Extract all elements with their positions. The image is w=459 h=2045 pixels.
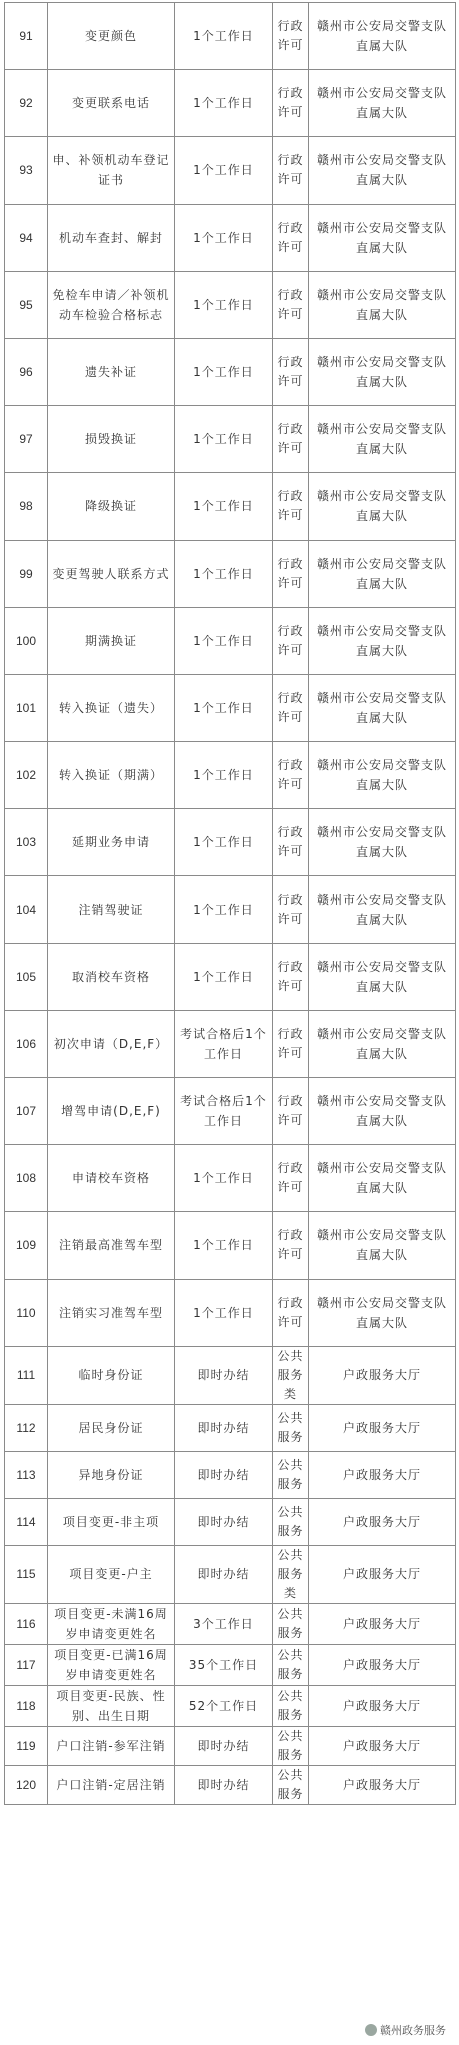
- row-item-name: 项目变更-民族、性别、出生日期: [48, 1685, 175, 1726]
- row-item-name: 遗失补证: [48, 338, 175, 405]
- row-time-limit: 1个工作日: [175, 876, 273, 943]
- row-office: 赣州市公安局交警支队直属大队: [309, 540, 456, 607]
- row-office: 赣州市公安局交警支队直属大队: [309, 1010, 456, 1077]
- row-office: 赣州市公安局交警支队直属大队: [309, 3, 456, 70]
- table-row: [5, 137, 456, 204]
- row-time-limit: 1个工作日: [175, 271, 273, 338]
- row-number: 105: [5, 943, 48, 1010]
- table-row: [5, 742, 456, 809]
- row-item-name: 延期业务申请: [48, 809, 175, 876]
- row-item-name: 机动车查封、解封: [48, 204, 175, 271]
- table-row: [5, 1603, 456, 1644]
- row-time-limit: 1个工作日: [175, 674, 273, 741]
- row-time-limit: 即时办结: [175, 1498, 273, 1545]
- row-item-name: 增驾申请(D,E,F): [48, 1078, 175, 1145]
- row-number: 107: [5, 1078, 48, 1145]
- row-office: 户政服务大厅: [309, 1346, 456, 1404]
- row-item-type: 公共服务类: [273, 1545, 309, 1603]
- wechat-watermark: [362, 2021, 449, 2039]
- row-time-limit: 1个工作日: [175, 1279, 273, 1346]
- row-office: 户政服务大厅: [309, 1685, 456, 1726]
- table-row: [5, 809, 456, 876]
- row-office: 户政服务大厅: [309, 1765, 456, 1804]
- row-office: 赣州市公安局交警支队直属大队: [309, 473, 456, 540]
- row-item-type: 行政许可: [273, 809, 309, 876]
- row-number: 113: [5, 1451, 48, 1498]
- row-item-name: 注销驾驶证: [48, 876, 175, 943]
- row-item-type: 公共服务: [273, 1685, 309, 1726]
- table-row: [5, 943, 456, 1010]
- watermark-text: 赣州政务服务: [380, 2024, 446, 2037]
- row-item-name: 异地身份证: [48, 1451, 175, 1498]
- row-office: 赣州市公安局交警支队直属大队: [309, 876, 456, 943]
- row-office: 赣州市公安局交警支队直属大队: [309, 406, 456, 473]
- row-number: 97: [5, 406, 48, 473]
- row-time-limit: 3个工作日: [175, 1603, 273, 1644]
- row-time-limit: 即时办结: [175, 1726, 273, 1765]
- table-row: [5, 1078, 456, 1145]
- row-time-limit: 1个工作日: [175, 204, 273, 271]
- row-item-name: 注销最高准驾车型: [48, 1212, 175, 1279]
- row-office: 户政服务大厅: [309, 1404, 456, 1451]
- row-item-type: 行政许可: [273, 674, 309, 741]
- table-row: [5, 1726, 456, 1765]
- row-time-limit: 1个工作日: [175, 943, 273, 1010]
- table-row: [5, 876, 456, 943]
- row-number: 111: [5, 1346, 48, 1404]
- row-item-name: 取消校车资格: [48, 943, 175, 1010]
- row-item-name: 免检车申请／补领机动车检验合格标志: [48, 271, 175, 338]
- table-row: [5, 607, 456, 674]
- row-office: 赣州市公安局交警支队直属大队: [309, 1078, 456, 1145]
- row-item-type: 行政许可: [273, 742, 309, 809]
- table-row: [5, 1451, 456, 1498]
- row-number: 100: [5, 607, 48, 674]
- row-item-type: 行政许可: [273, 473, 309, 540]
- row-number: 112: [5, 1404, 48, 1451]
- row-office: 赣州市公安局交警支队直属大队: [309, 674, 456, 741]
- row-number: 115: [5, 1545, 48, 1603]
- row-office: 赣州市公安局交警支队直属大队: [309, 1279, 456, 1346]
- table-row: [5, 70, 456, 137]
- row-number: 95: [5, 271, 48, 338]
- row-item-name: 损毁换证: [48, 406, 175, 473]
- row-office: 户政服务大厅: [309, 1644, 456, 1685]
- row-item-name: 初次申请（D,E,F）: [48, 1010, 175, 1077]
- row-number: 108: [5, 1145, 48, 1212]
- row-time-limit: 1个工作日: [175, 540, 273, 607]
- row-time-limit: 1个工作日: [175, 1145, 273, 1212]
- row-item-name: 转入换证（期满）: [48, 742, 175, 809]
- table-row: [5, 1279, 456, 1346]
- table-row: [5, 1404, 456, 1451]
- table-row: [5, 1145, 456, 1212]
- row-time-limit: 35个工作日: [175, 1644, 273, 1685]
- row-item-type: 行政许可: [273, 406, 309, 473]
- row-time-limit: 52个工作日: [175, 1685, 273, 1726]
- row-number: 114: [5, 1498, 48, 1545]
- row-item-name: 项目变更-户主: [48, 1545, 175, 1603]
- row-time-limit: 考试合格后1个工作日: [175, 1010, 273, 1077]
- row-time-limit: 1个工作日: [175, 70, 273, 137]
- row-number: 109: [5, 1212, 48, 1279]
- row-office: 赣州市公安局交警支队直属大队: [309, 70, 456, 137]
- row-number: 116: [5, 1603, 48, 1644]
- table-row: [5, 540, 456, 607]
- row-item-type: 行政许可: [273, 1010, 309, 1077]
- row-time-limit: 1个工作日: [175, 473, 273, 540]
- row-time-limit: 1个工作日: [175, 742, 273, 809]
- row-item-type: 行政许可: [273, 137, 309, 204]
- row-item-name: 申、补领机动车登记证书: [48, 137, 175, 204]
- row-time-limit: 即时办结: [175, 1451, 273, 1498]
- row-office: 赣州市公安局交警支队直属大队: [309, 204, 456, 271]
- row-number: 106: [5, 1010, 48, 1077]
- row-number: 98: [5, 473, 48, 540]
- table-body: [5, 3, 456, 1805]
- row-office: 赣州市公安局交警支队直属大队: [309, 137, 456, 204]
- row-item-name: 转入换证（遗失）: [48, 674, 175, 741]
- row-time-limit: 1个工作日: [175, 3, 273, 70]
- table-row: [5, 1644, 456, 1685]
- row-office: 赣州市公安局交警支队直属大队: [309, 607, 456, 674]
- row-number: 118: [5, 1685, 48, 1726]
- table-row: [5, 1346, 456, 1404]
- row-number: 93: [5, 137, 48, 204]
- row-item-type: 行政许可: [273, 943, 309, 1010]
- row-office: 户政服务大厅: [309, 1498, 456, 1545]
- row-item-type: 行政许可: [273, 204, 309, 271]
- row-office: 赣州市公安局交警支队直属大队: [309, 338, 456, 405]
- row-number: 103: [5, 809, 48, 876]
- row-item-type: 行政许可: [273, 3, 309, 70]
- row-item-type: 公共服务: [273, 1644, 309, 1685]
- table-row: [5, 406, 456, 473]
- row-item-name: 期满换证: [48, 607, 175, 674]
- table-row: [5, 204, 456, 271]
- row-item-type: 公共服务: [273, 1726, 309, 1765]
- row-item-name: 项目变更-已满16周岁申请变更姓名: [48, 1644, 175, 1685]
- row-item-name: 项目变更-未满16周岁申请变更姓名: [48, 1603, 175, 1644]
- row-office: 户政服务大厅: [309, 1451, 456, 1498]
- row-item-type: 公共服务: [273, 1404, 309, 1451]
- row-item-type: 行政许可: [273, 338, 309, 405]
- row-time-limit: 1个工作日: [175, 137, 273, 204]
- table-row: [5, 473, 456, 540]
- row-item-type: 公共服务: [273, 1603, 309, 1644]
- table-row: [5, 3, 456, 70]
- row-office: 户政服务大厅: [309, 1545, 456, 1603]
- row-item-name: 临时身份证: [48, 1346, 175, 1404]
- row-number: 96: [5, 338, 48, 405]
- row-item-type: 行政许可: [273, 271, 309, 338]
- row-time-limit: 即时办结: [175, 1765, 273, 1804]
- row-item-name: 申请校车资格: [48, 1145, 175, 1212]
- service-items-table: [4, 2, 456, 1805]
- row-item-type: 行政许可: [273, 607, 309, 674]
- row-number: 119: [5, 1726, 48, 1765]
- row-item-type: 公共服务: [273, 1451, 309, 1498]
- row-office: 赣州市公安局交警支队直属大队: [309, 1145, 456, 1212]
- row-time-limit: 1个工作日: [175, 338, 273, 405]
- row-office: 赣州市公安局交警支队直属大队: [309, 809, 456, 876]
- row-item-name: 项目变更-非主项: [48, 1498, 175, 1545]
- row-item-type: 行政许可: [273, 1279, 309, 1346]
- row-time-limit: 1个工作日: [175, 406, 273, 473]
- row-item-type: 行政许可: [273, 1145, 309, 1212]
- row-time-limit: 1个工作日: [175, 1212, 273, 1279]
- table-row: [5, 674, 456, 741]
- row-item-type: 行政许可: [273, 540, 309, 607]
- row-number: 102: [5, 742, 48, 809]
- row-number: 99: [5, 540, 48, 607]
- row-item-type: 公共服务类: [273, 1346, 309, 1404]
- row-item-name: 居民身份证: [48, 1404, 175, 1451]
- row-item-name: 降级换证: [48, 473, 175, 540]
- row-item-type: 行政许可: [273, 1212, 309, 1279]
- row-time-limit: 即时办结: [175, 1346, 273, 1404]
- row-item-name: 变更颜色: [48, 3, 175, 70]
- row-office: 户政服务大厅: [309, 1603, 456, 1644]
- row-number: 92: [5, 70, 48, 137]
- row-number: 101: [5, 674, 48, 741]
- row-number: 117: [5, 1644, 48, 1685]
- row-time-limit: 即时办结: [175, 1404, 273, 1451]
- table-row: [5, 1212, 456, 1279]
- table-row: [5, 271, 456, 338]
- row-time-limit: 1个工作日: [175, 607, 273, 674]
- row-item-name: 变更驾驶人联系方式: [48, 540, 175, 607]
- row-number: 120: [5, 1765, 48, 1804]
- row-number: 94: [5, 204, 48, 271]
- row-office: 赣州市公安局交警支队直属大队: [309, 742, 456, 809]
- table-row: [5, 1010, 456, 1077]
- row-office: 赣州市公安局交警支队直属大队: [309, 943, 456, 1010]
- row-item-name: 户口注销-定居注销: [48, 1765, 175, 1804]
- row-time-limit: 考试合格后1个工作日: [175, 1078, 273, 1145]
- row-item-type: 行政许可: [273, 1078, 309, 1145]
- row-item-name: 户口注销-参军注销: [48, 1726, 175, 1765]
- row-item-type: 行政许可: [273, 876, 309, 943]
- row-item-type: 行政许可: [273, 70, 309, 137]
- row-item-type: 公共服务: [273, 1765, 309, 1804]
- row-item-type: 公共服务: [273, 1498, 309, 1545]
- row-item-name: 注销实习准驾车型: [48, 1279, 175, 1346]
- table-row: [5, 1498, 456, 1545]
- row-number: 110: [5, 1279, 48, 1346]
- table-row: [5, 1765, 456, 1804]
- row-time-limit: 1个工作日: [175, 809, 273, 876]
- row-office: 户政服务大厅: [309, 1726, 456, 1765]
- row-office: 赣州市公安局交警支队直属大队: [309, 271, 456, 338]
- row-item-name: 变更联系电话: [48, 70, 175, 137]
- row-number: 104: [5, 876, 48, 943]
- row-number: 91: [5, 3, 48, 70]
- table-row: [5, 1685, 456, 1726]
- wechat-logo-icon: [365, 2024, 377, 2036]
- table-row: [5, 338, 456, 405]
- row-time-limit: 即时办结: [175, 1545, 273, 1603]
- table-row: [5, 1545, 456, 1603]
- row-office: 赣州市公安局交警支队直属大队: [309, 1212, 456, 1279]
